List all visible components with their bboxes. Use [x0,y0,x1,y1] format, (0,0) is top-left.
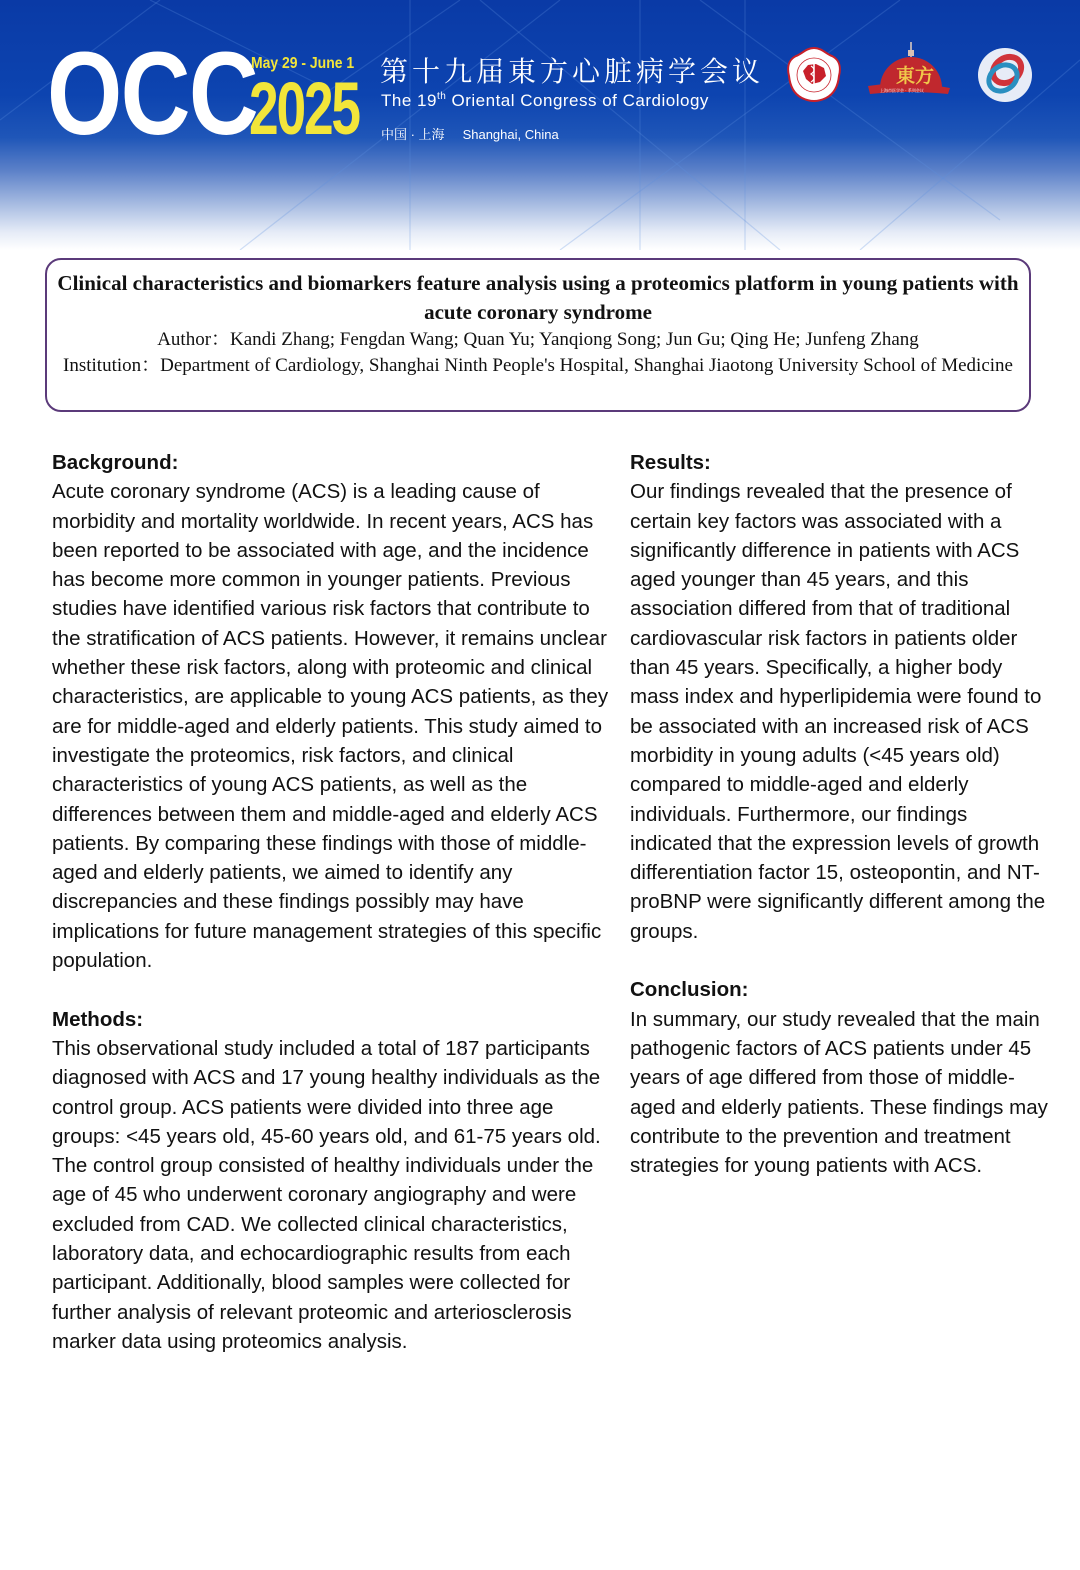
methods-section [52,1005,612,1357]
conference-dates: May 29 - June 1 [251,55,355,72]
results-heading: Results: [630,451,711,474]
background-heading: Background: [52,451,179,474]
congress-title-prefix: The 19 [381,91,437,110]
conference-banner [0,0,1080,250]
results-section [630,448,1050,946]
methods-body: This observational study included a total of 187 participants diagnosed with ACS and 17 young healthy individuals as the control group. ACS patients were divided into three age groups: <45 years old, 45-60 years old, and 61-75 years old. The control group consisted of healthy individuals under the age of 45 who underwent coronary angiography and were excluded from CAD. We collected clinical characteristics, laboratory data, and echocardiographic results from each participant. Additionally, blood samples were collected for further analysis of relevant proteomic and arteriosclerosis marker data using proteomics analysis. [52,1036,601,1353]
institution-line [47,353,1029,379]
author-list: Kandi Zhang; Fengdan Wang; Quan Yu; Yanqiong Song; Jun Gu; Qing He; Junfeng Zhang [230,329,919,350]
congress-title-ordinal: th [436,91,447,102]
right-column [630,448,1050,1210]
paper-header-box [45,258,1031,412]
results-body: Our findings revealed that the presence of certain key factors was associated with a significantly difference in patients with ACS aged younger than 45 years, and this association differed from that of traditional cardiovascular risk factors in patients older than 45 years. Specifically, a higher body mass index and hyperlipidemia were found to be associated with an increased risk of ACS morbidity in young adults (<45 years old) compared to middle-aged and elderly individuals. Furthermore, our findings indicated that the expression levels of growth differentiation factor 15, osteopontin, and NT-proBNP were significantly different among the groups. [630,480,1046,943]
svg-text:東方: 東方 [896,65,935,87]
methods-heading: Methods: [52,1007,144,1031]
conclusion-body: In summary, our study revealed that the main pathogenic factors of ACS patients under 45 years of age differed from those of middle-aged and elderly patients. These findings may contribute to the prevention and treatment strategies for young patients with ACS. [630,1007,1048,1178]
conference-year: 2025 [249,67,359,150]
institution-name: Department of Cardiology, Shanghai Ninth People's Hospital, Shanghai Jiaotong University School of Medicine [160,355,1013,376]
svg-text:上海市医学会 · 系列会议: 上海市医学会 · 系列会议 [880,88,924,93]
conclusion-section [630,975,1050,1180]
location-english: Shanghai, China [462,127,559,142]
author-label: Author： [157,329,231,350]
institution-label: Institution： [63,355,161,376]
oriental-congress-ring-logo-icon [976,46,1034,104]
congress-location [381,124,559,143]
background-body: Acute coronary syndrome (ACS) is a leading cause of morbidity and mortality worldwide. In recent years, ACS has been reported to be associated with age, and the incidence has become more common in younger patients. Previous studies have identified various risk factors that contribute to the stratification of ACS patients. However, it remains unclear whether these risk factors, along with proteomic and clinical characteristics, are applicable to young ACS patients, as they are for middle-aged and elderly patients. This study aimed to investigate the proteomics, risk factors, and clinical characteristics of young ACS patients, as well as the differences between them and middle-aged and elderly ACS patients. By comparing these findings with those of middle-aged and elderly patients, we aimed to identify any discrepancies and these findings possibly may have implications for future management strategies of this specific population. [52,480,609,973]
occ-logo-text: OCC [47,28,258,160]
congress-title-suffix: Oriental Congress of Cardiology [446,91,709,110]
congress-title-chinese: 第十九届東方心脏病学会议 [380,55,765,88]
oriental-east-logo-icon [862,40,954,100]
conclusion-heading: Conclusion: [630,978,749,1002]
background-section [52,448,612,975]
location-chinese: 中国 · 上海 [381,127,445,142]
paper-title: Clinical characteristics and biomarkers feature analysis using a proteomics platform in young patients with acute coronary syndrome [57,271,1019,324]
left-column [52,448,612,1386]
shanghai-medical-association-logo-icon [786,46,842,102]
author-line [47,327,1029,353]
congress-title-english [381,91,709,111]
